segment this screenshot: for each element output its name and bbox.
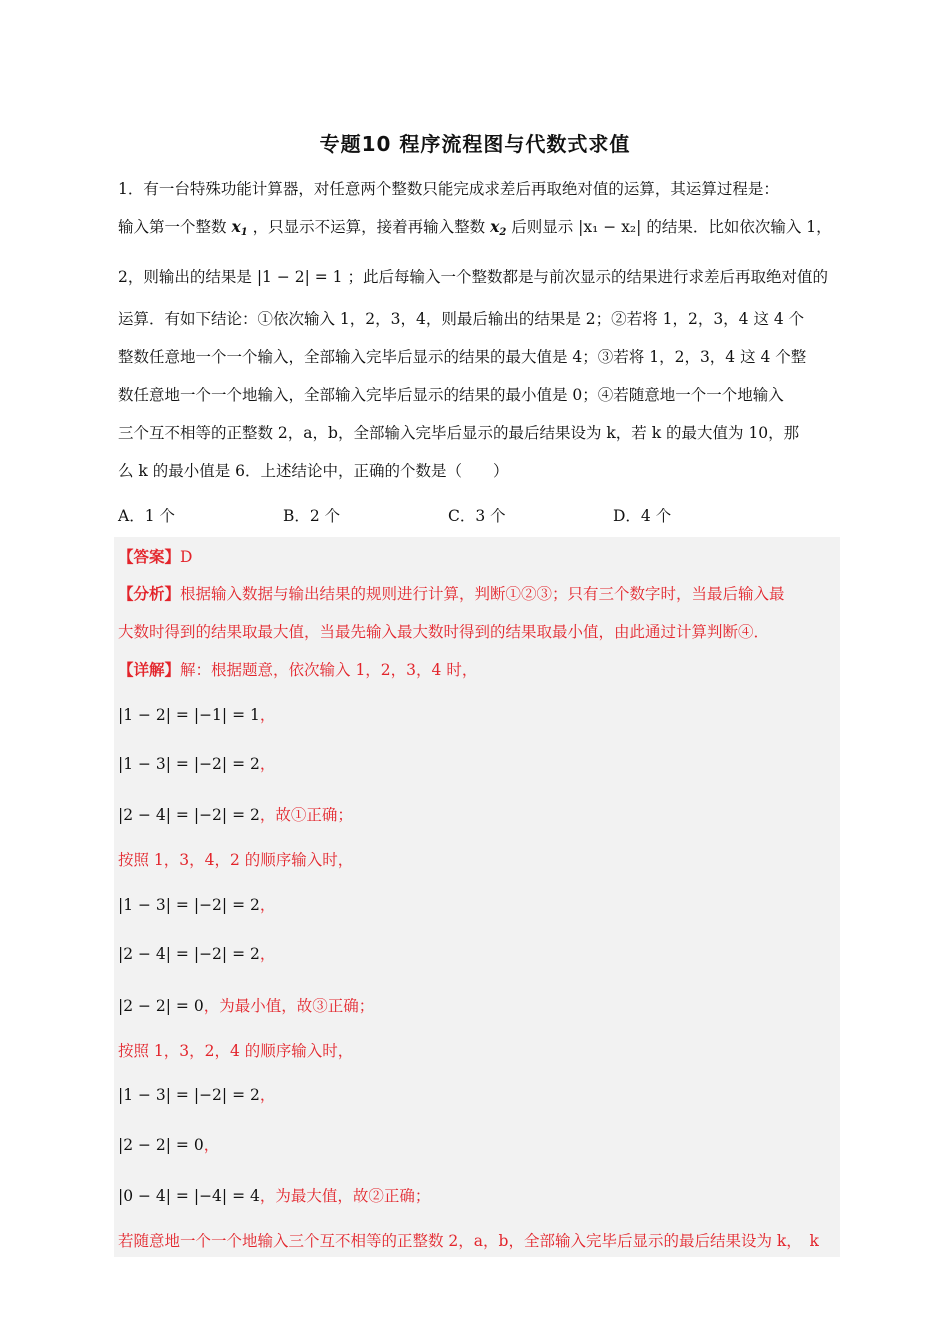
analysis-line-2: 大数时得到的结果取最大值，当最先输入最大数时得到的结果取最小值，由此通过计算判断④． — [118, 623, 770, 641]
question-line-6: 数任意地一个一个地输入，全部输入完毕后显示的结果的最小值是 0；④若随意地一个一个地输入 — [118, 386, 784, 404]
order-line-2: 按照 1，3，4，2 的顺序输入时， — [118, 851, 354, 869]
math-step-7: |1 − 3| = |−2| = 2， — [118, 1086, 276, 1104]
question-block — [118, 170, 840, 490]
math-step-8: |2 − 2| = 0， — [118, 1136, 220, 1154]
option-d: D．4 个 — [613, 507, 672, 525]
options-row — [118, 504, 840, 526]
math-step-2: |1 − 3| = |−2| = 2， — [118, 755, 276, 773]
math-step-9: |0 − 4| = |−4| = 4，为最大值，故②正确； — [118, 1187, 431, 1205]
order-line-3: 按照 1，3，2，4 的顺序输入时， — [118, 1042, 354, 1060]
question-line-4: 运算．有如下结论：①依次输入 1，2，3，4，则最后输出的结果是 2；②若将 1，2，3，4 这 4 个 — [118, 310, 805, 328]
answer-line: 【答案】D — [118, 548, 193, 566]
question-line-8: 么 k 的最小值是 6．上述结论中，正确的个数是（ ） — [118, 462, 509, 480]
page-title: 专题10 程序流程图与代数式求值 — [319, 132, 631, 156]
detail-line: 【详解】解：根据题意，依次输入 1，2，3，4 时， — [118, 661, 478, 679]
math-step-5: |2 − 4| = |−2| = 2， — [118, 945, 276, 963]
option-b: B．2 个 — [283, 507, 341, 525]
question-line-2: 输入第一个整数 $x_1$ ，只显示不运算，接着再输入整数 $x_2$ 后则显示 |x₁ − x₂| 的结果．比如依次输入 1， — [118, 217, 832, 238]
last-line: 若随意地一个一个地输入三个互不相等的正整数 2，a，b，全部输入完毕后显示的最后结果设为 k， k — [118, 1232, 819, 1250]
question-line-1: 1．有一台特殊功能计算器，对任意两个整数只能完成求差后再取绝对值的运算，其运算过程是： — [118, 180, 779, 198]
answer-section — [114, 537, 840, 1257]
analysis-line-1: 【分析】根据输入数据与输出结果的规则进行计算，判断①②③；只有三个数字时，当最后输入最 — [118, 585, 785, 603]
option-a: A．1 个 — [118, 507, 175, 525]
option-c: C．3 个 — [448, 507, 506, 525]
x2-symbol: $x_2$ — [490, 217, 507, 238]
question-line-7: 三个互不相等的正整数 2，a，b，全部输入完毕后显示的最后结果设为 k，若 k 的最大值为 10，那 — [118, 424, 800, 442]
question-line-3: 2，则输出的结果是 |1 − 2| = 1 ；此后每输入一个整数都是与前次显示的结果进行求差后再取绝对值的 — [118, 268, 828, 286]
x1-symbol: $x_1$ — [231, 217, 248, 238]
math-step-1: |1 − 2| = |−1| = 1， — [118, 706, 276, 724]
abs-expression: |x₁ − x₂| — [578, 218, 642, 236]
question-line-5: 整数任意地一个一个输入，全部输入完毕后显示的结果的最大值是 4；③若将 1，2，3，4 这 4 个整 — [118, 348, 807, 366]
math-step-3: |2 − 4| = |−2| = 2，故①正确； — [118, 806, 353, 824]
abs-example: |1 − 2| = 1 — [256, 268, 343, 286]
math-step-6: |2 − 2| = 0，为最小值，故③正确； — [118, 997, 375, 1015]
math-step-4: |1 − 3| = |−2| = 2， — [118, 896, 276, 914]
